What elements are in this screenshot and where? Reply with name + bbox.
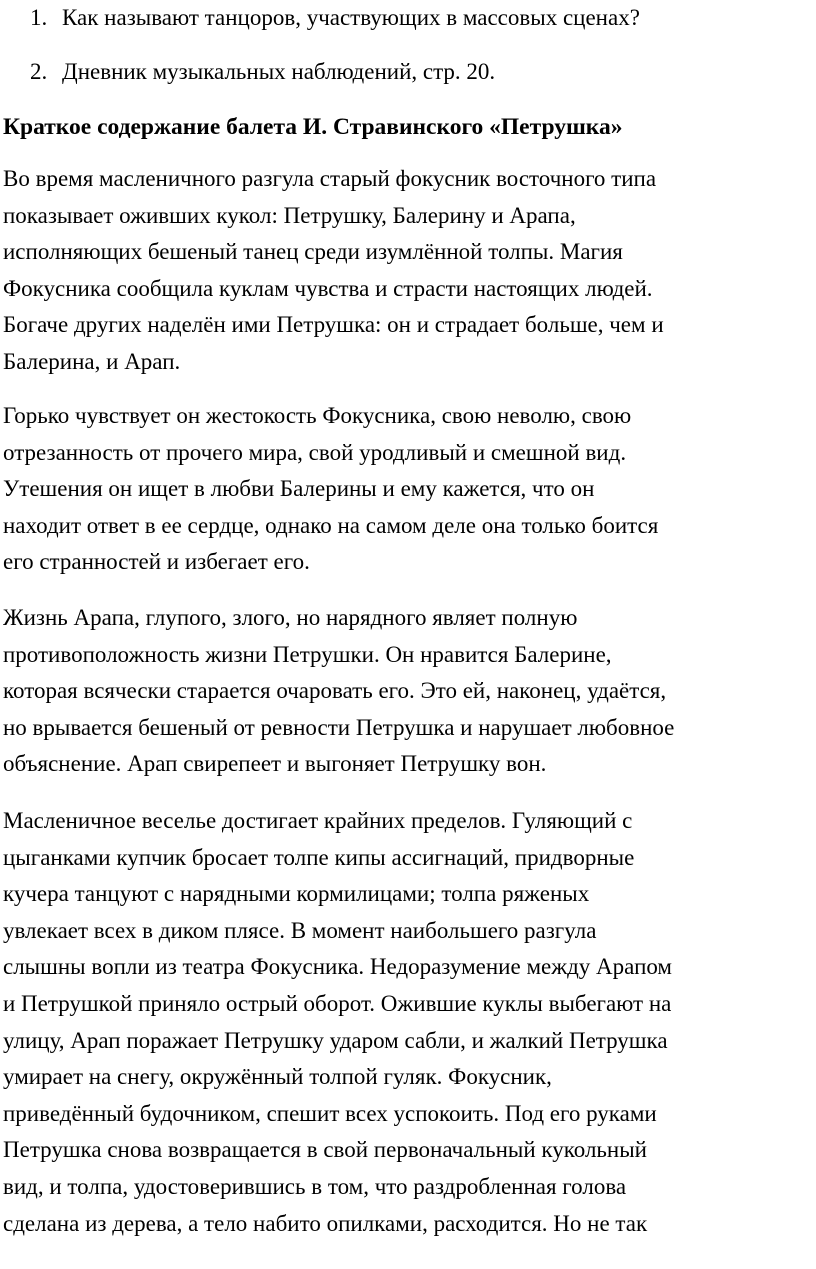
paragraph-line: отрезанность от прочего мира, свой уродливый и смешной вид. — [3, 439, 627, 465]
paragraph-line: слышны вопли из театра Фокусника. Недоразумение между Арапом — [3, 954, 672, 980]
paragraph-line: но врывается бешеный от ревности Петрушка и нарушает любовное — [3, 714, 675, 740]
paragraph-line: вид, и толпа, удостоверившись в том, что раздробленная голова — [3, 1173, 627, 1199]
paragraph-line: увлекает всех в диком плясе. В момент наибольшего разгула — [3, 917, 597, 943]
question-number: 1. — [30, 5, 48, 30]
paragraph-line: сделана из дерева, а тело набито опилками, расходится. Но не так — [3, 1210, 648, 1236]
paragraph-line: Масленичное веселье достигает крайних пределов. Гуляющий с — [3, 808, 633, 833]
paragraph — [3, 398, 815, 581]
paragraph-line: показывает оживших кукол: Петрушку, Балерину и Арапа, — [3, 202, 576, 228]
question-item — [30, 57, 495, 87]
paragraph-line: приведённый будочником, спешит всех успокоить. Под его руками — [3, 1100, 657, 1126]
paragraph-line: Петрушка снова возвращается в свой первоначальный кукольный — [3, 1137, 647, 1163]
paragraph — [3, 600, 815, 783]
paragraph-line: цыганками купчик бросает толпе кипы ассигнаций, придворные — [3, 844, 635, 870]
paragraph-line: Утешения он ищет в любви Балерины и ему кажется, что он — [3, 476, 595, 502]
paragraph-line: которая всячески старается очаровать его. Это ей, наконец, удаётся, — [3, 678, 667, 704]
paragraph-line: Балерина, и Арап. — [3, 348, 181, 374]
question-item — [30, 3, 640, 33]
paragraph-line: исполняющих бешеный танец среди изумлённой толпы. Магия — [3, 239, 623, 265]
paragraph-line: Жизнь Арапа, глупого, злого, но нарядного являет полную — [3, 605, 578, 630]
paragraph-line: Во время масленичного разгула старый фокусник восточного типа — [3, 166, 657, 191]
paragraph-line: его странностей и избегает его. — [3, 549, 310, 575]
question-text: Как называют танцоров, участвующих в массовых сценах? — [62, 5, 640, 30]
paragraph-line: кучера танцуют с нарядными кормилицами; толпа ряженых — [3, 881, 590, 907]
question-text: Дневник музыкальных наблюдений, стр. 20. — [62, 59, 496, 84]
paragraph-line: улицу, Арап поражает Петрушку ударом сабли, и жалкий Петрушка — [3, 1027, 668, 1053]
paragraph-line: Горько чувствует он жестокость Фокусника, свою неволю, свою — [3, 403, 632, 428]
paragraph-line: противоположность жизни Петрушки. Он нравится Балерине, — [3, 641, 612, 667]
paragraph-line: Богаче других наделён ими Петрушка: он и страдает больше, чем и — [3, 312, 664, 338]
section-heading: Краткое содержание балета И. Стравинского «Петрушка» — [3, 114, 623, 140]
paragraph — [3, 803, 815, 1242]
paragraph-line: объяснение. Арап свирепеет и выгоняет Петрушку вон. — [3, 751, 547, 777]
paragraph-line: умирает на снегу, окружённый толпой гуляк. Фокусник, — [3, 1064, 552, 1090]
paragraph — [3, 161, 815, 381]
question-number: 2. — [30, 59, 48, 84]
paragraph-line: и Петрушкой приняло острый оборот. Ожившие куклы выбегают на — [3, 990, 672, 1016]
paragraph-line: Фокусника сообщила куклам чувства и страсти настоящих людей. — [3, 275, 653, 301]
paragraph-line: находит ответ в ее сердце, однако на самом деле она только боится — [3, 512, 659, 538]
